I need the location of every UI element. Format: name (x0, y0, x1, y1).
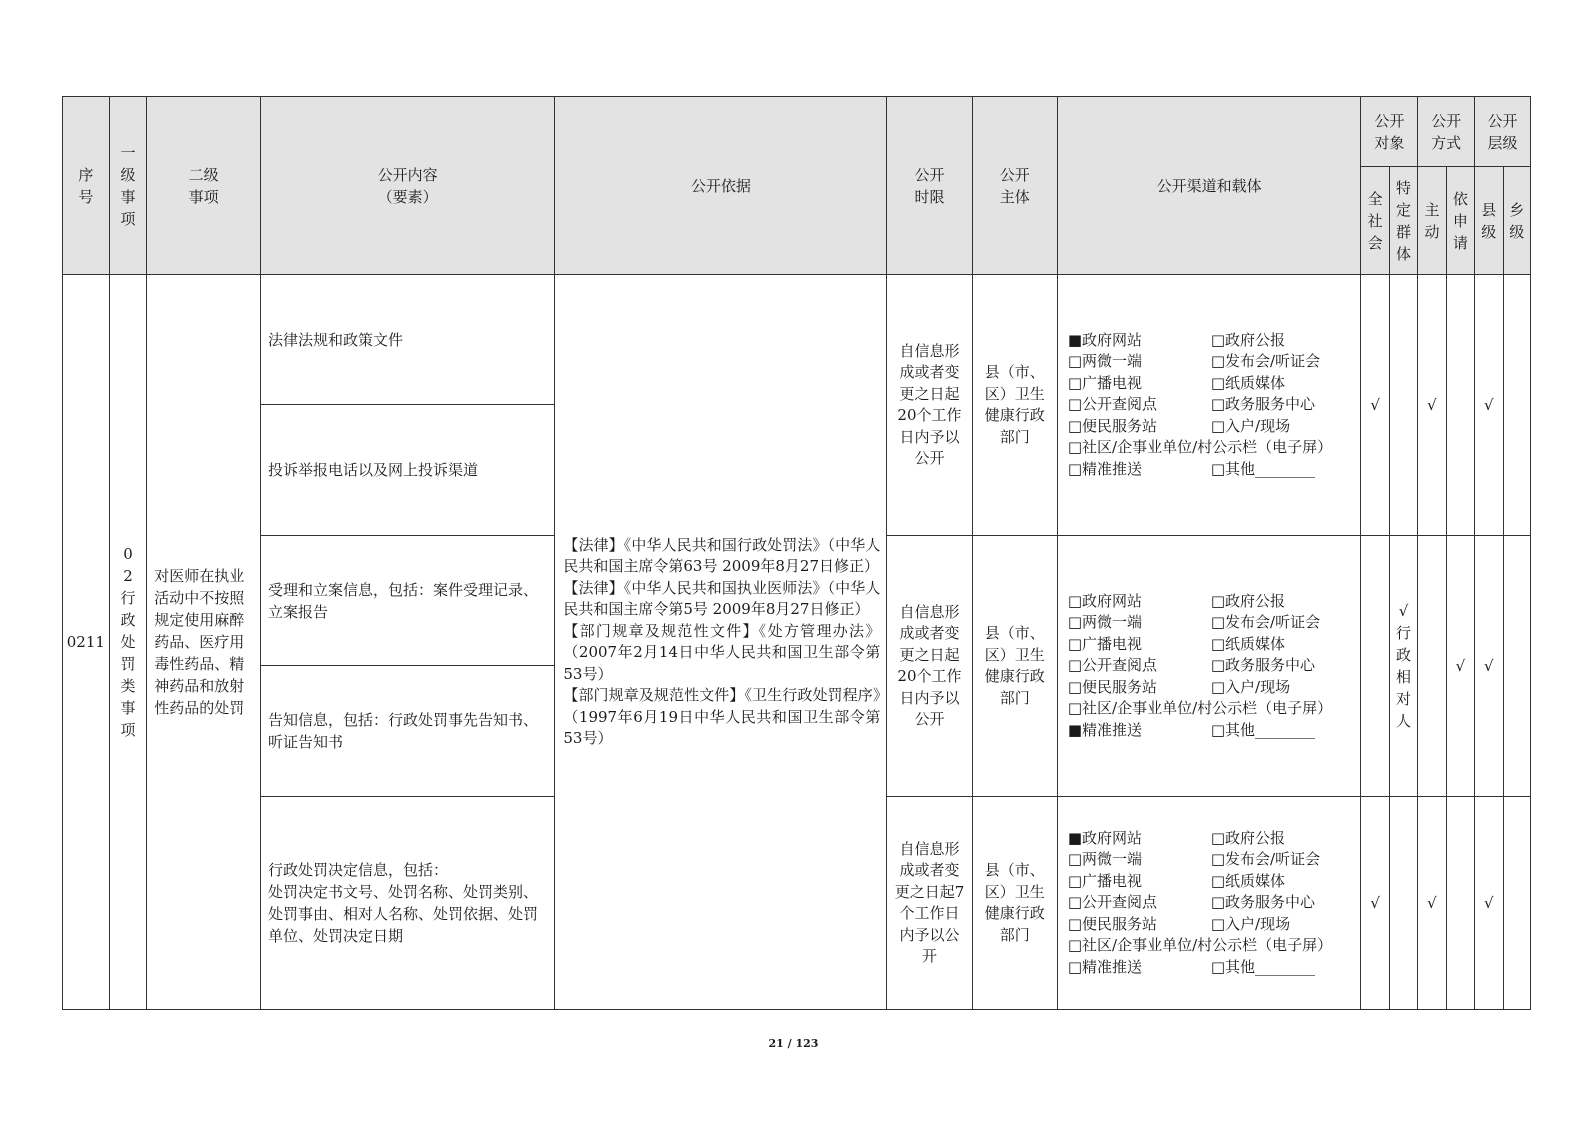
basis-item: 【部门规章及规范性文件】《处方管理办法》（2007年2月14日中华人民共和国卫生部令第53号） (563, 621, 881, 683)
channel-door: □入户/现场 (1210, 914, 1291, 933)
mark-level-county: √ (1475, 275, 1503, 536)
header-level-town: 乡级 (1503, 167, 1530, 275)
header-channel: 公开渠道和载体 (1057, 97, 1361, 275)
header-target-specific: 特定群体 (1389, 167, 1417, 275)
mark-method-request (1446, 797, 1474, 1010)
content-item: 投诉举报电话以及网上投诉渠道 (260, 405, 554, 536)
header-seq: 序号 (63, 97, 110, 275)
header-level2: 二级事项 (147, 97, 261, 275)
channel-bulletin: □社区/企事业单位/村公示栏（电子屏） (1067, 699, 1333, 718)
channel-push: □精准推送 (1067, 957, 1143, 976)
header-row-1 (63, 97, 1531, 167)
channel-gov-site: ■政府网站 (1067, 828, 1143, 847)
channel-service-center: □政务服务中心 (1210, 656, 1316, 675)
channel-reading: □公开查阅点 (1067, 656, 1158, 675)
channel-tv: □广播电视 (1067, 871, 1143, 890)
content-item: 告知信息，包括：行政处罚事先告知书、听证告知书 (260, 666, 554, 797)
mark-target-all: √ (1361, 797, 1389, 1010)
mark-level-county: √ (1475, 536, 1503, 797)
channel-push: □精准推送 (1067, 459, 1143, 478)
channel-wechat: □两微一端 (1067, 850, 1143, 869)
disclosure-table (62, 96, 1531, 1010)
channel-service-center: □政务服务中心 (1210, 395, 1316, 414)
channel-door: □入户/现场 (1210, 416, 1291, 435)
header-subject: 公开主体 (972, 97, 1057, 275)
table-row (63, 275, 1531, 405)
channel-door: □入户/现场 (1210, 677, 1291, 696)
channel-gov-gazette: □政府公报 (1210, 591, 1286, 610)
mark-target-specific (1389, 275, 1417, 536)
channel-gov-gazette: □政府公报 (1210, 330, 1286, 349)
header-method-active: 主动 (1418, 167, 1446, 275)
channel-paper: □纸质媒体 (1210, 373, 1286, 392)
channel-paper: □纸质媒体 (1210, 871, 1286, 890)
channel-gov-site: □政府网站 (1067, 591, 1143, 610)
subject: 县（市、区）卫生健康行政部门 (972, 275, 1057, 536)
basis-item: 【法律】《中华人民共和国执业医师法》（中华人民共和国主席令第5号 2009年8月27日修正） (563, 578, 881, 618)
mark-target-specific: √行政相对人 (1389, 536, 1417, 797)
header-method: 公开方式 (1418, 97, 1475, 167)
channel-other: □其他________ (1210, 720, 1316, 739)
channel-list (1057, 797, 1361, 1010)
content-item: 行政处罚决定信息，包括： 处罚决定书文号、处罚名称、处罚类别、处罚事由、相对人名称、处罚依据、处罚单位、处罚决定日期 (260, 797, 554, 1010)
mark-method-active: √ (1418, 797, 1446, 1010)
channel-bulletin: □社区/企事业单位/村公示栏（电子屏） (1067, 936, 1333, 955)
header-content: 公开内容 （要素） (260, 97, 554, 275)
channel-other: □其他________ (1210, 459, 1316, 478)
channel-list (1057, 536, 1361, 797)
channel-paper: □纸质媒体 (1210, 634, 1286, 653)
basis-item: 【法律】《中华人民共和国行政处罚法》（中华人民共和国主席令第63号 2009年8月27日修正） (563, 535, 881, 575)
channel-service-station: □便民服务站 (1067, 677, 1158, 696)
subject: 县（市、区）卫生健康行政部门 (972, 797, 1057, 1010)
mark-target-all: √ (1361, 275, 1389, 536)
header-method-request: 依申请 (1446, 167, 1474, 275)
channel-press: □发布会/听证会 (1210, 352, 1321, 371)
header-level: 公开层级 (1475, 97, 1531, 167)
channel-tv: □广播电视 (1067, 373, 1143, 392)
mark-method-active: √ (1418, 275, 1446, 536)
mark-target-all (1361, 536, 1389, 797)
channel-other: □其他________ (1210, 957, 1316, 976)
mark-method-request: √ (1446, 536, 1474, 797)
row-level1: 02行政处罚类事项 (109, 275, 147, 1010)
basis-item: 【部门规章及规范性文件】《卫生行政处罚程序》（1997年6月19日中华人民共和国卫生部令第53号） (563, 686, 881, 747)
row-level2: 对医师在执业活动中不按照规定使用麻醉药品、医疗用毒性药品、精神药品和放射性药品的处罚 (147, 275, 261, 1010)
mark-level-town (1503, 797, 1530, 1010)
mark-target-specific (1389, 797, 1417, 1010)
mark-level-town (1503, 275, 1530, 536)
row-seq: 0211 (63, 275, 110, 1010)
header-target: 公开对象 (1361, 97, 1418, 167)
subject: 县（市、区）卫生健康行政部门 (972, 536, 1057, 797)
channel-service-center: □政务服务中心 (1210, 893, 1316, 912)
header-level1: 一级事项 (109, 97, 147, 275)
channel-list (1057, 275, 1361, 536)
mark-method-active (1418, 536, 1446, 797)
mark-level-town (1503, 536, 1530, 797)
mark-method-request (1446, 275, 1474, 536)
time-limit: 自信息形成或者变更之日起7个工作日内予以公开 (887, 797, 972, 1010)
time-limit: 自信息形成或者变更之日起20个工作日内予以公开 (887, 275, 972, 536)
channel-reading: □公开查阅点 (1067, 395, 1158, 414)
channel-bulletin: □社区/企事业单位/村公示栏（电子屏） (1067, 438, 1333, 457)
channel-tv: □广播电视 (1067, 634, 1143, 653)
channel-press: □发布会/听证会 (1210, 613, 1321, 632)
channel-wechat: □两微一端 (1067, 352, 1143, 371)
channel-wechat: □两微一端 (1067, 613, 1143, 632)
channel-service-station: □便民服务站 (1067, 914, 1158, 933)
channel-gov-gazette: □政府公报 (1210, 828, 1286, 847)
channel-reading: □公开查阅点 (1067, 893, 1158, 912)
header-basis: 公开依据 (555, 97, 887, 275)
header-time: 公开时限 (887, 97, 972, 275)
header-target-all: 全社会 (1361, 167, 1389, 275)
channel-push: ■精准推送 (1067, 720, 1143, 739)
content-item: 受理和立案信息，包括：案件受理记录、立案报告 (260, 536, 554, 666)
page-number: 21 / 123 (768, 1037, 819, 1050)
mark-level-county: √ (1475, 797, 1503, 1010)
row-basis (555, 275, 887, 1010)
channel-gov-site: ■政府网站 (1067, 330, 1143, 349)
channel-service-station: □便民服务站 (1067, 416, 1158, 435)
content-item: 法律法规和政策文件 (260, 275, 554, 405)
time-limit: 自信息形成或者变更之日起20个工作日内予以公开 (887, 536, 972, 797)
header-level-county: 县级 (1475, 167, 1503, 275)
channel-press: □发布会/听证会 (1210, 850, 1321, 869)
